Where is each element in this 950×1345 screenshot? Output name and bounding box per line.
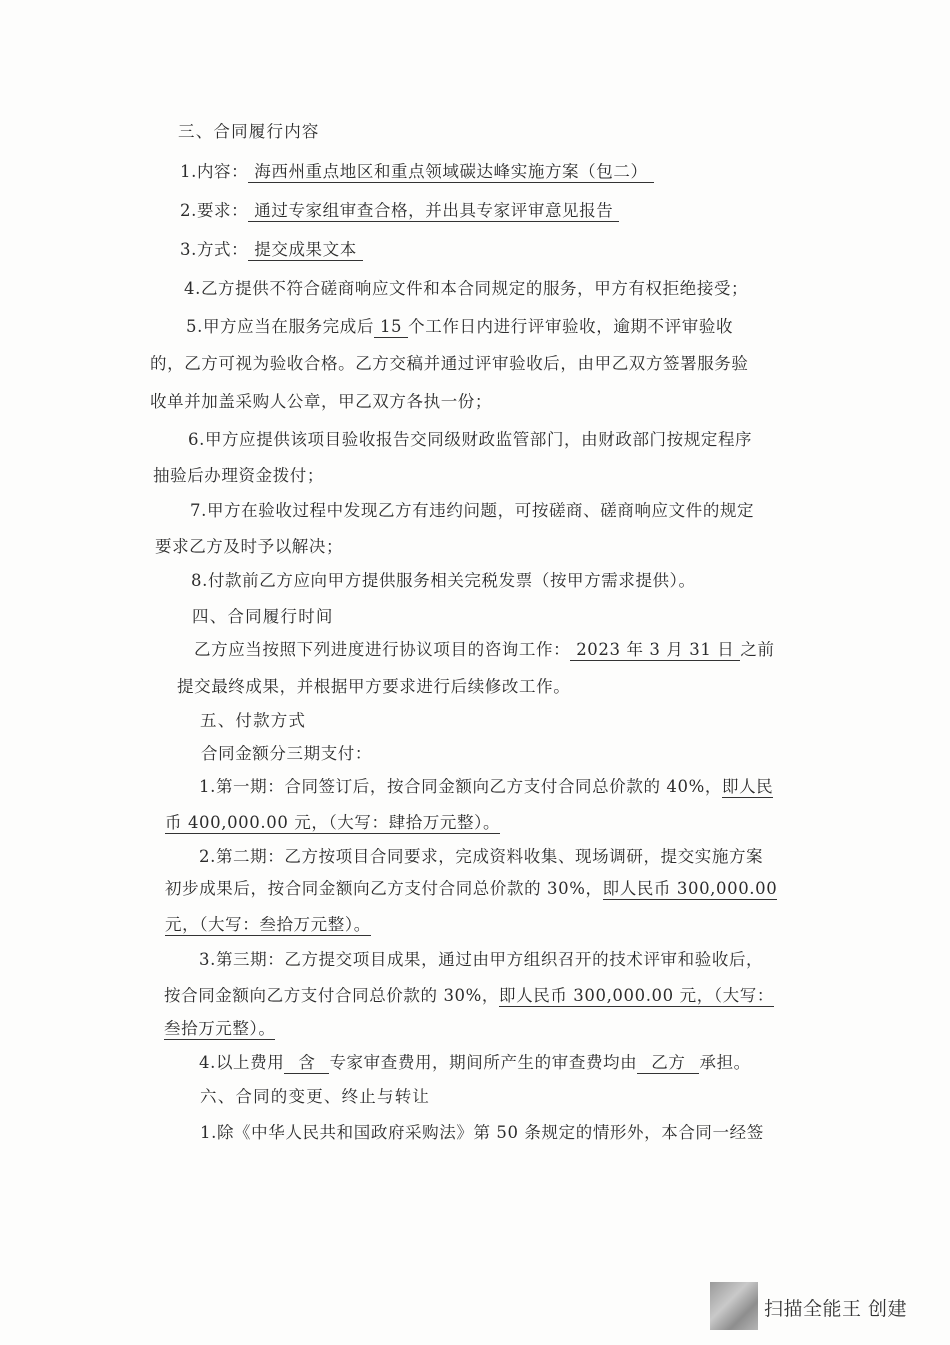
item-5-pre: 5.甲方应当在服务完成后 (186, 317, 374, 336)
item-5-post: 个工作日内进行评审验收，逾期不评审验收 (408, 317, 734, 336)
payment-4 (199, 1052, 751, 1074)
item-5-line-2: 的，乙方可视为验收合格。乙方交稿并通过评审验收后，由甲乙双方签署服务验 (150, 354, 749, 373)
watermark-text: 扫描全能王 创建 (764, 1298, 908, 1320)
payment-1-amount-a: 即人民 (721, 777, 774, 796)
item-8-text: 8.付款前乙方应向甲方提供服务相关完税发票（按甲方需求提供）。 (191, 571, 696, 590)
payment-2-amount-b: 元，（大写：叁拾万元整）。 (165, 915, 371, 934)
payment-1-line-2 (165, 812, 500, 834)
payment-3-pre: 按合同金额向乙方支付合同总价款的 30%， (164, 986, 500, 1005)
section-3-item-2 (180, 200, 619, 222)
payment-2-line-2 (165, 878, 777, 900)
payment-4-party: 乙方 (637, 1053, 699, 1074)
section-5-intro-text: 合同金额分三期支付： (201, 744, 372, 763)
section-6-line-1-text: 1.除《中华人民共和国政府采购法》第 50 条规定的情形外，本合同一经签 (200, 1123, 764, 1142)
deadline-date: 2023 年 3 月 31 日 (570, 640, 740, 661)
section-4-title-text: 四、合同履行时间 (192, 607, 334, 626)
section-4-line-2-text: 提交最终成果，并根据甲方要求进行后续修改工作。 (177, 677, 571, 696)
payment-1-pre: 1.第一期：合同签订后，按合同金额向乙方支付合同总价款的 40%， (199, 777, 722, 796)
payment-4-pre: 4.以上费用 (199, 1053, 285, 1072)
section-4-post: 之前 (740, 640, 775, 659)
payment-3-line-2 (164, 985, 774, 1007)
payment-1-amount-b: 币 400,000.00 元，（大写：肆拾万元整）。 (165, 813, 501, 832)
section-6-title (200, 1086, 430, 1108)
item-3-value: 提交成果文本 (248, 240, 363, 261)
item-6-line-1: 6.甲方应提供该项目验收报告交同级财政监管部门，由财政部门按规定程序 (188, 430, 753, 449)
section-4-line-2 (177, 676, 570, 698)
payment-4-post: 承担。 (699, 1053, 751, 1072)
payment-3-line-1 (199, 949, 763, 971)
payment-2-line-1-text: 2.第二期：乙方按项目合同要求，完成资料收集、现场调研，提交实施方案 (199, 847, 764, 866)
payment-2-amount-a: 即人民币 300,000.00 (602, 879, 778, 898)
section-3-item-4 (184, 278, 748, 300)
item-1-label: 1.内容： (180, 162, 249, 181)
section-5-intro (201, 743, 372, 765)
item-6-line-2: 抽验后办理资金拨付； (153, 466, 324, 485)
item-5-days: 15 (374, 317, 408, 338)
payment-4-mid: 专家审查费用，期间所产生的审查费均由 (329, 1053, 638, 1072)
item-3-label: 3.方式： (180, 240, 249, 259)
section-5-title-text: 五、付款方式 (200, 711, 307, 730)
payment-3-line-3 (164, 1018, 275, 1040)
section-3-item-5-line-1 (186, 316, 733, 338)
scanner-watermark (710, 1282, 930, 1332)
section-3-item-5-line-2 (150, 353, 749, 375)
section-3-item-1 (180, 161, 654, 183)
section-3-item-8 (191, 570, 696, 592)
section-3-item-7-line-2 (155, 536, 343, 558)
section-4-line-1 (194, 639, 775, 661)
section-4-title (192, 606, 334, 628)
section-3-item-5-line-3 (150, 391, 492, 413)
payment-2-line-3 (165, 914, 371, 936)
item-7-line-2: 要求乙方及时予以解决； (155, 537, 344, 556)
section-5-title (200, 710, 306, 732)
item-4-text: 4.乙方提供不符合磋商响应文件和本合同规定的服务，甲方有权拒绝接受； (184, 279, 749, 298)
item-1-value: 海西州重点地区和重点领域碳达峰实施方案（包二） (248, 162, 653, 183)
section-3-item-6-line-1 (188, 429, 752, 451)
payment-4-included: 含 (284, 1053, 329, 1074)
payment-3-amount-a: 即人民币 300,000.00 元，（大写： (499, 986, 774, 1005)
payment-3-line-1-text: 3.第三期：乙方提交项目成果，通过由甲方组织召开的技术评审和验收后， (199, 950, 764, 969)
payment-2-line-1 (199, 846, 763, 868)
section-3-item-6-line-2 (153, 465, 324, 487)
item-2-label: 2.要求： (180, 201, 249, 220)
section-3-title-text: 三、合同履行内容 (178, 122, 320, 141)
section-3-item-3 (180, 239, 363, 261)
scanner-logo-icon (710, 1282, 758, 1330)
item-2-value: 通过专家组审查合格，并出具专家评审意见报告 (248, 201, 619, 222)
section-6-line-1 (200, 1122, 764, 1144)
item-7-line-1: 7.甲方在验收过程中发现乙方有违约问题，可按磋商、磋商响应文件的规定 (190, 501, 755, 520)
payment-2-pre: 初步成果后，按合同金额向乙方支付合同总价款的 30%， (165, 879, 603, 898)
payment-3-amount-b: 叁拾万元整）。 (164, 1019, 276, 1038)
section-3-title (178, 121, 320, 143)
item-5-line-3: 收单并加盖采购人公章，甲乙双方各执一份； (150, 392, 492, 411)
section-6-title-text: 六、合同的变更、终止与转让 (200, 1087, 431, 1106)
section-4-pre: 乙方应当按照下列进度进行协议项目的咨询工作： (194, 640, 571, 659)
section-3-item-7-line-1 (190, 500, 754, 522)
payment-1-line-1 (199, 776, 773, 798)
